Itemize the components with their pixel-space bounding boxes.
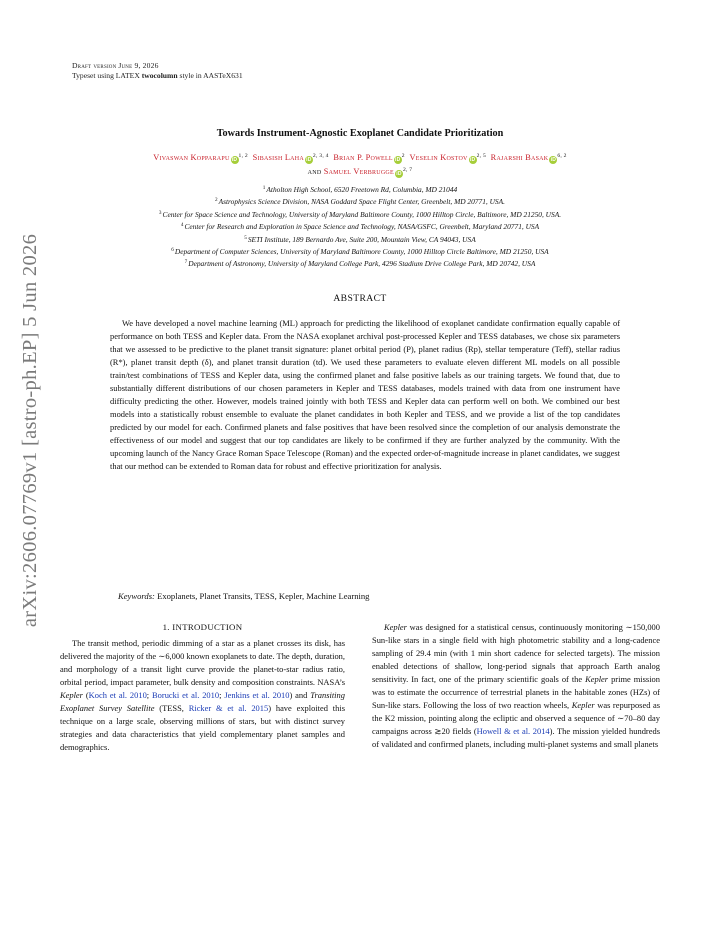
draft-label: Draft version xyxy=(72,61,117,70)
orcid-icon[interactable]: iD xyxy=(395,157,401,163)
citation-link[interactable]: Borucki et al. 2010 xyxy=(152,690,220,700)
typeset-prefix: Typeset using L xyxy=(72,71,121,80)
affiliation: $^4$Center for Research and Exploration in Space Science and Technology, NASA/GSFC, Greenbelt, Maryland 20771, USA xyxy=(180,222,540,232)
orcid-icon[interactable]: iD xyxy=(306,157,312,163)
preprint-header xyxy=(72,61,243,81)
affiliation: $^1$Atholton High School, 6520 Freetown Rd, Columbia, MD 21044 xyxy=(262,185,458,194)
intro-paragraph-2: Kepler was designed for a statistical census, continuously monitoring ∼150,000 Sun-like stars in a single field with high photometric stability and a long-cadence sampling of 29.4 min (with 1 min short cadence for selected targets). The mission enabled detections of shallow, long-period signals that approach Earth analog sensitivity. In fact, one of the primary scientific goals of the Kepler prime mission was to estimate the occurrence of terrestrial planets in the habitable zones (HZs) of Sun-like stars. Following the loss of two reaction wheels, Kepler was repurposed as the K2 mission, pointing along the ecliptic and observed a sequence of ∼70–80 day campaigns across ≳20 fields (Howell & et al. 2014). The mission yielded hundreds of validated and confirmed planets, including multi-planet systems and small planets xyxy=(372,622,660,749)
keywords-list: Exoplanets, Planet Transits, TESS, Kepler, Machine Learning xyxy=(157,591,370,601)
abstract-heading: ABSTRACT xyxy=(333,293,387,304)
typeset-line xyxy=(72,71,243,81)
abstract-body: We have developed a novel machine learning (ML) approach for predicting the likelihood of exoplanet candidate confirmation equally capable of performance on both TESS and Kepler data. From the NASA exoplanet archival post-processed Kepler and TESS databases, we chose six parameters that we assessed to be predictive to the planet transit signature: planet orbital period (P), planet radius (Rp), stellar temperature (Teff), stellar radius (R*), planet transit depth (δ), and planet transit duration (td). We used these parameters to evaluate eleven different ML models on all possible train/test combinations of TESS and Kepler data, using the confirmed planet and false positive labels as our training targets. We found that, due to substantially different distributions of our chosen parameters in Kepler and TESS databases, models trained with data from one instrument have difficulty predicting the other. However, models trained jointly with both TESS and Kepler data can perform well on both. We combined our best models into a statistically robust ensemble to evaluate the planet candidates in both Kepler and TESS, and we provide a list of the top candidates predicted by our model for each. Confirmed planets and false positives that have been resolved since the completion of our analysis demonstrate the effectiveness of our model and suggest that our top candidates are likely to be confirmed if they are further analyzed by the community. With the upcoming launch of the Nancy Grace Roman Space Telescope (Roman) and the expected order-of-magnitude increase in planet candidates, we suggest that our method can be extended to Roman data for robust and effective prioritization for analysis. xyxy=(110,318,620,471)
affiliation: $^3$Center for Space Science and Technology, University of Maryland Baltimore County, 1000 Hilltop Circle, Baltimore, MD 21250, USA. xyxy=(158,209,562,219)
citation-link[interactable]: Ricker & et al. 2015 xyxy=(188,703,269,713)
affiliation: $^7$Department of Astronomy, University of Maryland College Park, 4296 Stadium Drive College Park, MD 20742, USA xyxy=(184,259,536,269)
affiliation: $^5$SETI Institute, 189 Bernardo Ave, Suite 200, Mountain View, CA 94043, USA xyxy=(244,234,476,244)
left-column xyxy=(60,621,345,754)
arxiv-identifier: arXiv:2606.07769v1 [astro-ph.EP] 5 Jun 2026 xyxy=(19,233,42,627)
keywords-line xyxy=(118,591,369,601)
intro-paragraph-1: The transit method, periodic dimming of a star as a planet crosses its disk, has delivered the majority of the ∼6,000 known exoplanets to date. The depth, duration, and morphology of a transit light curve provide the planet-to-star radius ratio, orbital period, impact parameter, bulk density and composition constraints. NASA’s Kepler (Koch et al. 2010; Borucki et al. 2010; Jenkins et al. 2010) and Transiting Exoplanet Survey Satellite (TESS, Ricker & et al. 2015) have exploited this technique on a large scale, observing millions of stars, but with distinct survey strategies and data characteristics that yield complementary planet samples and demographics. xyxy=(60,638,346,752)
keywords-label: Keywords: xyxy=(118,591,155,601)
latex-logo-text: ATEX xyxy=(120,71,140,80)
citation-link[interactable]: Koch et al. 2010 xyxy=(88,690,147,700)
author: Brian P. Powell $iD^2$ xyxy=(333,153,405,163)
author: Rajarshi Basak iD$^{6, 2}$ xyxy=(490,153,567,163)
orcid-icon[interactable]: iD xyxy=(469,157,476,163)
author: Veselin Kostov iD$^{2, 5}$ xyxy=(409,153,487,163)
orcid-icon[interactable]: iD xyxy=(550,157,557,163)
typeset-style: twocolumn xyxy=(141,71,178,80)
orcid-icon[interactable]: iD xyxy=(231,157,238,163)
author: Vivaswan Kopparapu iD$^{1, 2}$ xyxy=(153,153,248,163)
section-heading: 1. INTRODUCTION xyxy=(162,622,243,632)
right-column xyxy=(372,621,660,751)
paper-title: Towards Instrument-Agnostic Exoplanet Candidate Prioritization xyxy=(216,128,504,139)
typeset-suffix: style in AASTeX631 xyxy=(179,71,243,80)
citation-link[interactable]: Howell & et al. 2014 xyxy=(476,726,550,736)
affiliation: $^2$Astrophysics Science Division, NASA Goddard Space Flight Center, Greenbelt, MD 20771, USA. xyxy=(214,197,505,207)
affiliation: $^6$Department of Computer Sciences, University of Maryland Baltimore County, 1000 Hilltop Circle Baltimore, MD 21250, USA xyxy=(171,247,549,257)
citation-link[interactable]: Jenkins et al. 2010 xyxy=(224,690,290,700)
draft-date: June 9, 2026 xyxy=(118,61,159,70)
draft-version-line xyxy=(72,61,243,71)
affiliations xyxy=(40,183,680,270)
authors-and: and xyxy=(307,167,322,176)
author: Sibasish Laha iD$^{2, 3, 4}$ xyxy=(252,153,329,163)
author: Samuel Verbrugge iD$^{2, 7}$ xyxy=(323,167,413,177)
author-list xyxy=(58,150,662,178)
orcid-icon[interactable]: iD xyxy=(396,171,402,177)
